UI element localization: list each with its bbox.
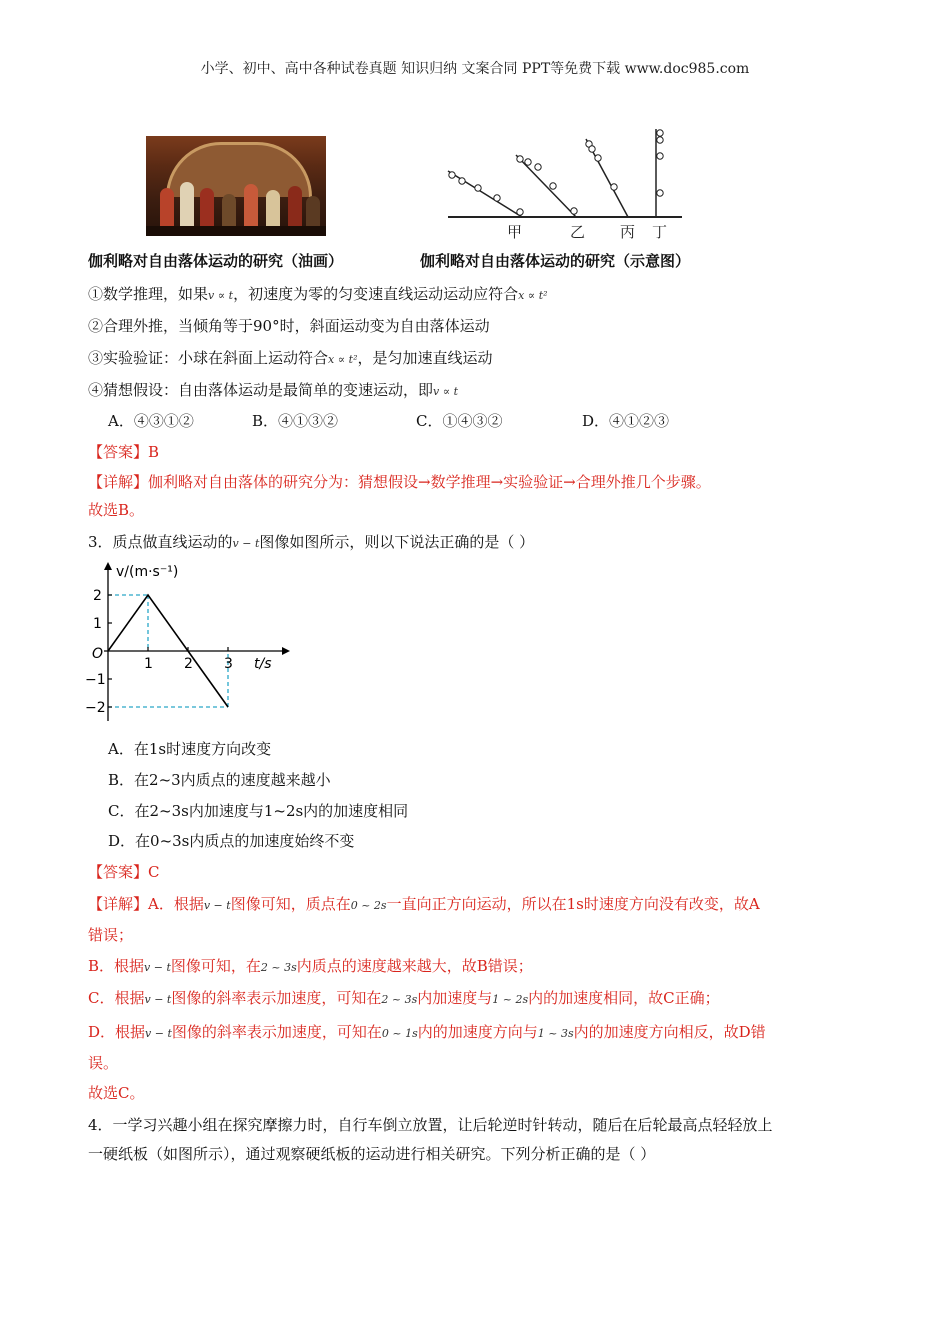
math-expression: 1 ~ 3s: [537, 1027, 574, 1040]
ball: [517, 209, 523, 215]
page-header: 小学、初中、高中各种试卷真题 知识归纳 文案合同 PPT等免费下载 www.doc985.com: [200, 61, 750, 77]
label-bing: 丙: [620, 223, 636, 241]
explanation-a: 【详解】A．根据v − t图像可知，质点在0 ~ 2s一直向正方向运动，所以在1s时速度方向没有改变，故A: [88, 895, 760, 913]
math-expression: v − t: [232, 537, 260, 550]
x-axis-label: t/s: [254, 656, 272, 672]
math-expression: 2 ~ 3s: [260, 961, 297, 974]
option-d: D．在0~3s内质点的加速度始终不变: [108, 832, 355, 850]
math-expression: 0 ~ 1s: [381, 1027, 418, 1040]
answer-label: 【答案】B: [88, 443, 160, 461]
conclusion-text: 故选C。: [88, 1084, 145, 1102]
y-tick-label: −1: [85, 672, 106, 688]
ball: [459, 178, 465, 184]
explanation-d: D．根据v − t图像的斜率表示加速度，可知在0 ~ 1s内的加速度方向与1 ~ 3s内的加速度方向相反，故D错: [88, 1023, 766, 1041]
ball: [657, 153, 663, 159]
x-tick-label: 2: [184, 656, 193, 672]
x-tick-label: 1: [144, 656, 153, 672]
ball: [449, 172, 455, 178]
explanation-text: 【详解】伽利略对自由落体的研究分为：猜想假设→数学推理→实验验证→合理外推几个步骤。: [88, 473, 711, 491]
ball: [525, 159, 531, 165]
origin-label: O: [92, 646, 104, 662]
answer-label: 【答案】C: [88, 863, 160, 881]
label-jia: 甲: [507, 223, 523, 241]
option-a: A．④③①②: [108, 412, 194, 430]
axis-ticks: [85, 588, 233, 716]
ball: [571, 208, 577, 214]
statement-2: ②合理外推，当倾角等于90°时，斜面运动变为自由落体运动: [88, 317, 490, 335]
explanation-a-cont: 错误；: [88, 926, 134, 944]
statement-3: ③实验验证：小球在斜面上运动符合x ∝ t²，是匀加速直线运动: [88, 349, 493, 367]
incline-yi: [516, 155, 576, 217]
caption-schematic: 伽利略对自由落体运动的研究（示意图）: [420, 252, 691, 270]
ball: [611, 184, 617, 190]
option-b: B．在2~3内质点的速度越来越小: [108, 771, 331, 789]
math-expression: v − t: [203, 899, 231, 912]
math-expression: 0 ~ 2s: [350, 899, 387, 912]
incline-jia: [448, 171, 522, 217]
math-expression: v − t: [144, 961, 171, 974]
question-4-line-1: 4．一学习兴趣小组在探究摩擦力时，自行车倒立放置，让后轮逆时针转动，随后在后轮最高点轻轻放上: [88, 1116, 773, 1134]
oil-painting-image: [146, 136, 326, 236]
x-axis-arrow: [282, 647, 290, 655]
statement-4: ④猜想假设：自由落体运动是最简单的变速运动，即v ∝ t: [88, 381, 459, 399]
label-ding: 丁: [652, 223, 668, 241]
statement-1: ①数学推理，如果v ∝ t，初速度为零的匀变速直线运动运动应符合x ∝ t²: [88, 285, 548, 303]
ball: [657, 190, 663, 196]
ball: [589, 146, 595, 152]
ball: [595, 155, 601, 161]
ball: [550, 183, 556, 189]
math-expression: x ∝ t²: [518, 289, 548, 302]
ball: [657, 130, 663, 136]
math-expression: v ∝ t: [433, 385, 459, 398]
math-expression: v − t: [145, 1027, 172, 1040]
option-c: C．在2~3s内加速度与1~2s内的加速度相同: [108, 802, 409, 820]
conclusion-text: 故选B。: [88, 501, 145, 519]
velocity-time-chart: [84, 558, 294, 723]
option-a: A．在1s时速度方向改变: [108, 740, 272, 758]
option-d: D．④①②③: [582, 412, 670, 430]
question-3-stem: 3．质点做直线运动的v − t图像如图所示，则以下说法正确的是（ ）: [88, 533, 535, 551]
y-tick-label: −2: [85, 700, 106, 716]
y-tick-label: 1: [93, 616, 102, 632]
y-axis-label: v/(m·s⁻¹): [116, 564, 179, 580]
question-4-line-2: 一硬纸板（如图所示），通过观察硬纸板的运动进行相关研究。下列分析正确的是（ ）: [88, 1145, 656, 1163]
math-expression: 1 ~ 2s: [492, 993, 529, 1006]
ball: [517, 156, 523, 162]
caption-oil-painting: 伽利略对自由落体运动的研究（油画）: [88, 252, 344, 270]
ball: [494, 195, 500, 201]
painting-figure: [180, 182, 194, 232]
y-axis-arrow: [104, 562, 112, 570]
label-yi: 乙: [570, 223, 586, 241]
math-expression: v − t: [144, 993, 172, 1006]
ball: [535, 164, 541, 170]
painting-figure: [244, 184, 258, 232]
option-b: B．④①③②: [252, 412, 339, 430]
ball: [475, 185, 481, 191]
math-expression: v ∝ t: [208, 289, 234, 302]
painting-floor: [146, 226, 326, 236]
explanation-c: C．根据v − t图像的斜率表示加速度，可知在2 ~ 3s内加速度与1 ~ 2s内的加速度相同，故C正确；: [88, 989, 720, 1007]
explanation-d-cont: 误。: [88, 1054, 119, 1072]
x-tick-label: 3: [224, 656, 233, 672]
math-expression: x ∝ t²: [328, 353, 358, 366]
incline-schematic-diagram: [440, 125, 690, 245]
explanation-b: B．根据v − t图像可知，在2 ~ 3s内质点的速度越来越大，故B错误；: [88, 957, 533, 975]
math-expression: 2 ~ 3s: [381, 993, 418, 1006]
option-c: C．①④③②: [416, 412, 503, 430]
ball: [657, 137, 663, 143]
y-tick-label: 2: [93, 588, 102, 604]
